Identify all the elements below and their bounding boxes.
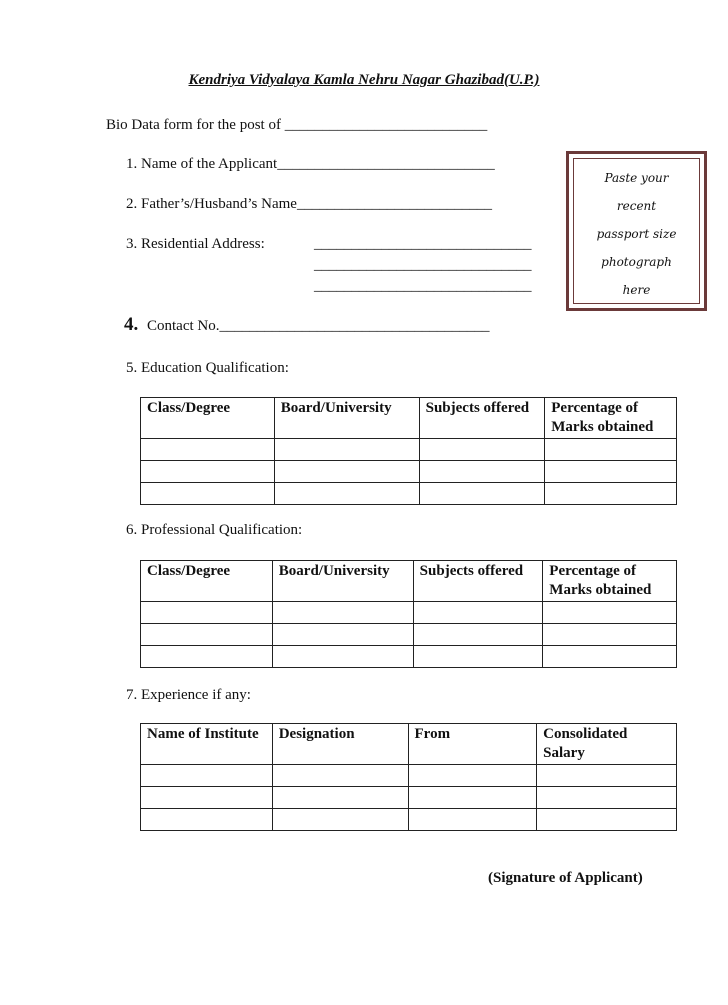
experience-table (140, 723, 677, 831)
table-cell[interactable] (272, 809, 408, 831)
table-cell[interactable] (141, 439, 275, 461)
table-cell[interactable] (543, 646, 677, 668)
table-cell[interactable] (413, 624, 543, 646)
table-cell[interactable] (274, 483, 419, 505)
photo-box-line: here (622, 283, 651, 297)
table-cell[interactable] (413, 602, 543, 624)
field-applicant-name: 1. Name of the Applicant_____________________________ (126, 156, 495, 172)
table-row (141, 439, 677, 461)
address-line-2: _____________________________ (314, 257, 532, 273)
table-cell[interactable] (274, 461, 419, 483)
table-row (141, 787, 677, 809)
table-cell[interactable] (141, 809, 273, 831)
table-header-cell: Class/Degree (141, 561, 273, 602)
table-cell[interactable] (141, 787, 273, 809)
post-line: Bio Data form for the post of ___________________________ (106, 117, 488, 133)
professional-section-label: 6. Professional Qualification: (126, 522, 303, 538)
table-cell[interactable] (543, 624, 677, 646)
table-row (141, 483, 677, 505)
table-cell[interactable] (419, 461, 545, 483)
table-cell[interactable] (537, 787, 677, 809)
table-cell[interactable] (545, 439, 677, 461)
table-cell[interactable] (141, 765, 273, 787)
table-cell[interactable] (408, 765, 537, 787)
table-cell[interactable] (141, 646, 273, 668)
form-title: Kendriya Vidyalaya Kamla Nehru Nagar Ghazibad(U.P.) (188, 72, 540, 88)
table-cell[interactable] (141, 602, 273, 624)
table-header-cell: From (408, 724, 537, 765)
table-row (141, 461, 677, 483)
table-header-cell: Designation (272, 724, 408, 765)
photo-box-line: recent (616, 199, 657, 213)
table-cell[interactable] (408, 787, 537, 809)
table-cell[interactable] (537, 809, 677, 831)
education-table (140, 397, 677, 505)
table-header-cell: Board/University (274, 398, 419, 439)
table-header-row (141, 724, 677, 765)
table-header-cell: Percentage of Marks obtained (543, 561, 677, 602)
experience-section-label: 7. Experience if any: (126, 687, 251, 703)
table-header-cell: Name of Institute (141, 724, 273, 765)
table-cell[interactable] (413, 646, 543, 668)
table-cell[interactable] (141, 461, 275, 483)
field-father-husband-name: 2. Father’s/Husband’s Name__________________________ (126, 196, 492, 212)
photo-box-line: passport size (596, 227, 677, 241)
photo-box (566, 151, 707, 311)
table-header-row (141, 398, 677, 439)
table-cell[interactable] (272, 765, 408, 787)
table-row (141, 809, 677, 831)
field-contact-no: Contact No.____________________________________ (147, 318, 490, 334)
table-cell[interactable] (419, 483, 545, 505)
contact-number-label: 4. (124, 314, 139, 335)
professional-table (140, 560, 677, 668)
table-row (141, 646, 677, 668)
table-header-cell: Class/Degree (141, 398, 275, 439)
table-row (141, 602, 677, 624)
table-header-cell: Subjects offered (413, 561, 543, 602)
table-row (141, 765, 677, 787)
table-cell[interactable] (272, 787, 408, 809)
table-header-cell: Board/University (272, 561, 413, 602)
table-header-row (141, 561, 677, 602)
table-cell[interactable] (274, 439, 419, 461)
table-header-cell: Subjects offered (419, 398, 545, 439)
table-cell[interactable] (141, 624, 273, 646)
table-cell[interactable] (543, 602, 677, 624)
address-line-1: _____________________________ (314, 236, 532, 252)
table-header-cell: Percentage of Marks obtained (545, 398, 677, 439)
field-address-label: 3. Residential Address: (126, 236, 265, 252)
table-cell[interactable] (419, 439, 545, 461)
table-row (141, 624, 677, 646)
table-cell[interactable] (272, 646, 413, 668)
signature-label: (Signature of Applicant) (488, 870, 643, 886)
photo-box-line: photograph (601, 255, 672, 269)
table-cell[interactable] (545, 483, 677, 505)
table-cell[interactable] (141, 483, 275, 505)
table-header-cell: Consolidated Salary (537, 724, 677, 765)
table-cell[interactable] (272, 624, 413, 646)
photo-box-line: Paste your (604, 171, 669, 185)
education-section-label: 5. Education Qualification: (126, 360, 289, 376)
table-cell[interactable] (272, 602, 413, 624)
table-cell[interactable] (545, 461, 677, 483)
address-line-3: _____________________________ (314, 278, 532, 294)
table-cell[interactable] (537, 765, 677, 787)
table-cell[interactable] (408, 809, 537, 831)
